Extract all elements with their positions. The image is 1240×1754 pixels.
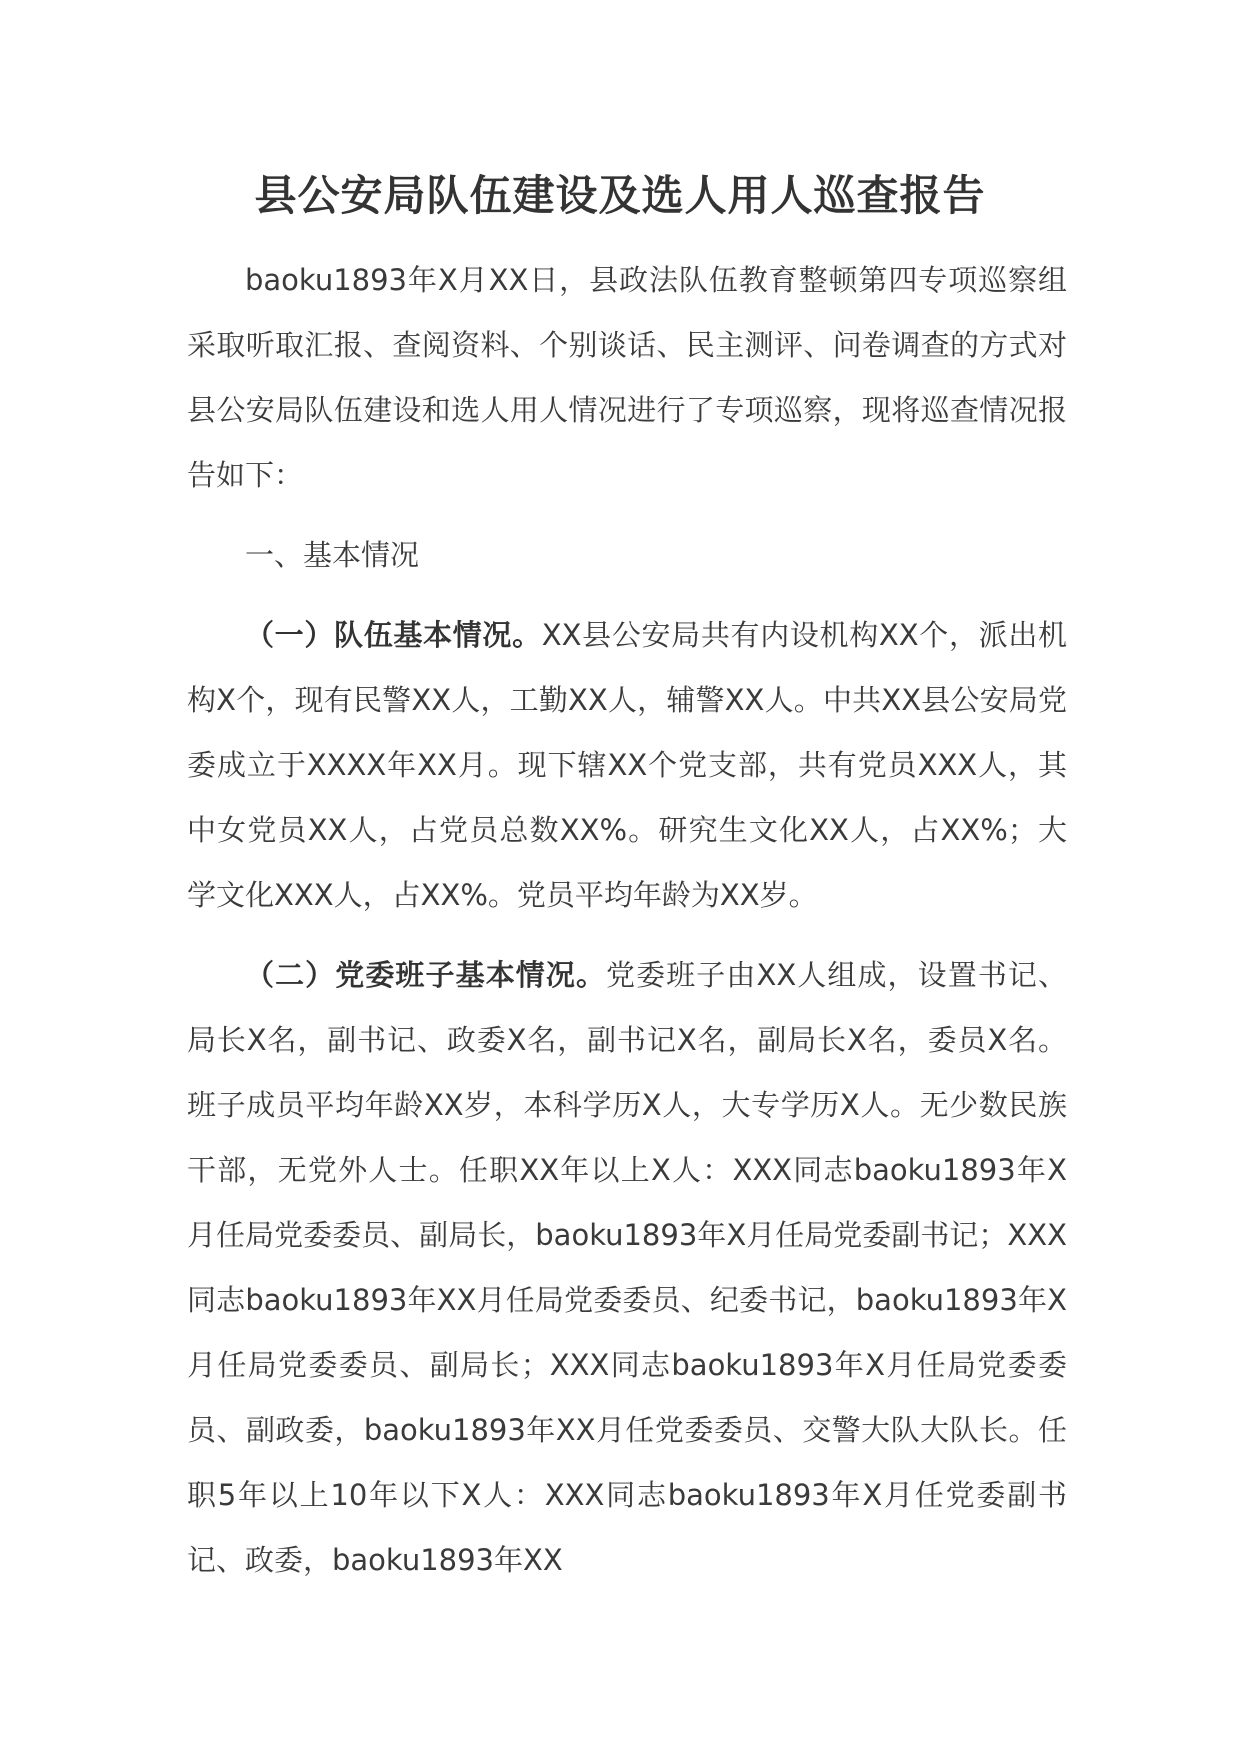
paragraph-text: 一、基本情况 xyxy=(245,538,420,572)
document-title: 县公安局队伍建设及选人用人巡查报告 xyxy=(254,171,986,220)
document-body xyxy=(187,248,1067,1593)
paragraph-team-situation xyxy=(187,603,1067,928)
paragraph-text: 党委班子由XX人组成，设置书记、局长X名，副书记、政委X名，副书记X名，副局长X名，委员X名。班子成员平均年龄XX岁，本科学历X人，大专学历X人。无少数民族干部，无党外人士。任职XX年以上X人：XXX同志baoku1893年X月任局党委委员、副局长，baoku1893年X月任局党委副书记；XXX同志baoku1893年XX月任局党委委员、纪委书记，baoku1893年X月任局党委委员、副局长；XXX同志baoku1893年X月任局党委委员、副政委，baoku1893年XX月任党委委员、交警大队大队长。任职5年以上10年以下X人：XXX同志baoku1893年X月任党委副书记、政委，baoku1893年XX xyxy=(187,958,1067,1577)
section-heading-basic-situation xyxy=(187,523,1067,588)
paragraph-text: baoku1893年X月XX日，县政法队伍教育整顿第四专项巡察组采取听取汇报、查阅资料、个别谈话、民主测评、问卷调查的方式对县公安局队伍建设和选人用人情况进行了专项巡察，现将巡查情况报告如下： xyxy=(187,263,1067,492)
paragraph-intro xyxy=(187,248,1067,508)
paragraph-party-committee-situation xyxy=(187,943,1067,1593)
paragraph-lead-heading: （二）党委班子基本情况。 xyxy=(245,958,607,992)
paragraph-text: XX县公安局共有内设机构XX个，派出机构X个，现有民警XX人，工勤XX人，辅警XX人。中共XX县公安局党委成立于XXXX年XX月。现下辖XX个党支部，共有党员XXX人，其中女党员XX人，占党员总数XX%。研究生文化XX人，占XX%；大学文化XXX人，占XX%。党员平均年龄为XX岁。 xyxy=(187,618,1067,912)
paragraph-lead-heading: （一）队伍基本情况。 xyxy=(245,618,542,652)
